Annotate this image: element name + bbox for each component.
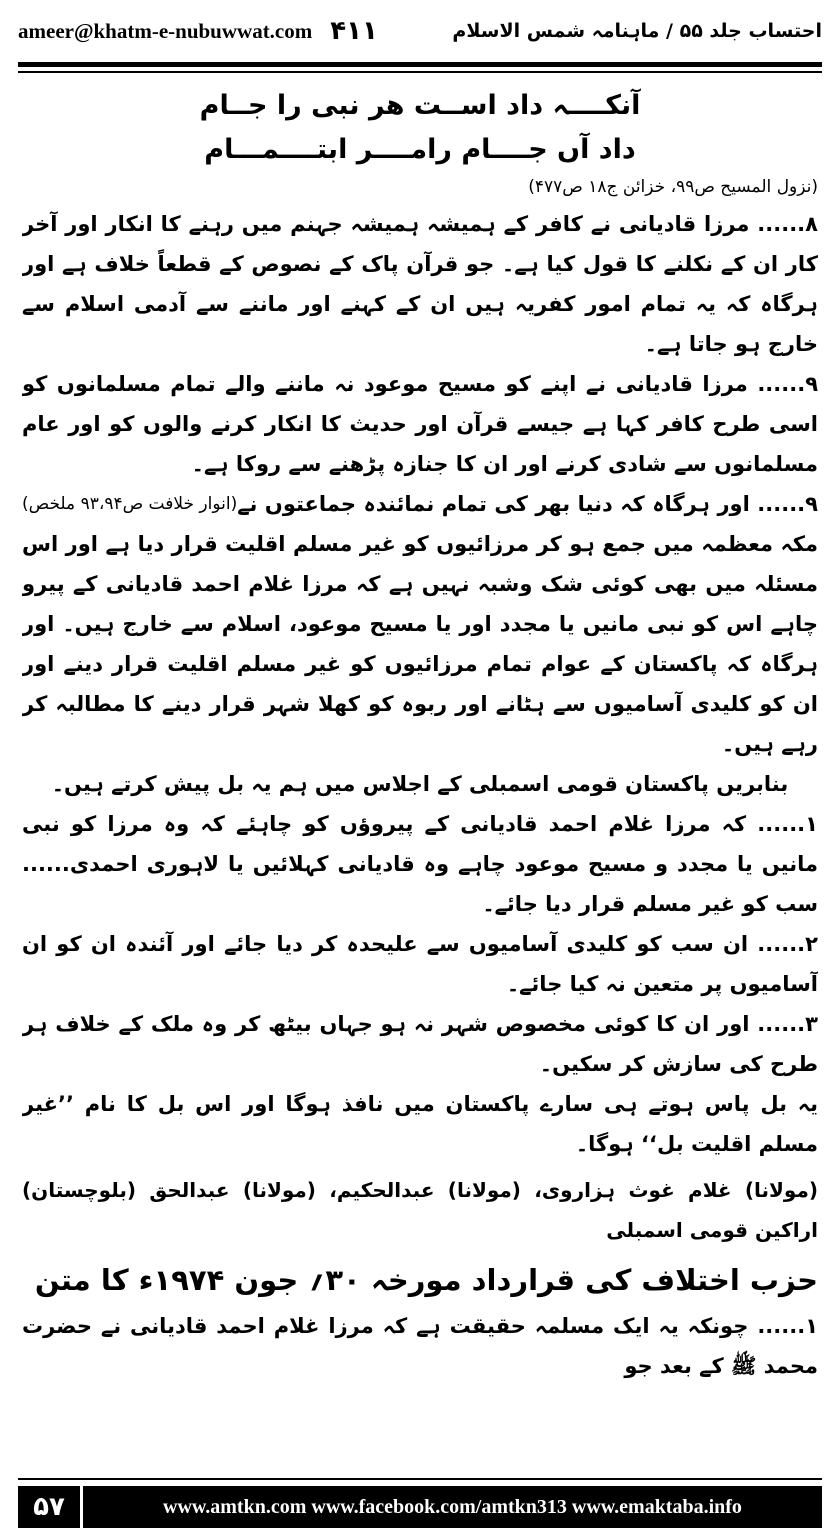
bill-item-2 bbox=[22, 924, 818, 1004]
paragraph-number: ۹...... bbox=[757, 372, 818, 396]
signatories: (مولانا) غلام غوث ہزاروی، (مولانا) عبدالحکیم، (مولانا) عبدالحق (بلوچستان) اراکین قومی اسمبلی bbox=[22, 1178, 818, 1242]
bill-item-1 bbox=[22, 804, 818, 924]
verse-line-1: آنکــــہ داد اســت ھر نبی را جــام bbox=[199, 90, 641, 121]
header-rule-thin bbox=[18, 71, 822, 73]
page-footer bbox=[18, 1486, 822, 1528]
bill-item-text: کہ مرزا غلام احمد قادیانی کے پیروؤں کو چاہئے کہ وہ مرزا کو نبی مانیں یا مجدد و مسیح موعود چاہے وہ قادیانی کہلائیں یا لاہوری احمدی...... سب کو غیر مسلم قرار دیا جائے۔ bbox=[22, 812, 818, 916]
verse-line-2: داد آں جــــام رامــــر ابتــــمـــام bbox=[204, 134, 636, 165]
paragraph-text: مرزا قادیانی نے کافر کے ہمیشہ ہمیشہ جہنم میں رہنے کا انکار اور آخر کار ان کے نکلنے کا قول کیا ہے۔ جو قرآن پاک کے نصوص کے قطعاً خلاف ہے اور ہرگاہ کہ یہ تمام امور کفریہ ہیں ان کے کہنے اور ماننے سے آدمی اسلام سے خارج ہو جاتا ہے۔ bbox=[22, 212, 818, 356]
footer-urls[interactable]: www.amtkn.com www.facebook.com/amtkn313 www.emaktaba.info bbox=[163, 1495, 742, 1518]
paragraph-number: ۹...... bbox=[757, 492, 818, 516]
header-page-number: ۴۱۱ bbox=[330, 16, 378, 46]
page-header bbox=[18, 8, 822, 54]
bill-item-number: ۱...... bbox=[757, 812, 818, 836]
paragraph-text: مرزا قادیانی نے اپنے کو مسیح موعود نہ ماننے والے تمام مسلمانوں کو اسی طرح کافر کہا ہے جیسے قرآن اور حدیث کا انکار کرنے والوں کو اور عام مسلمانوں سے شادی کرنے اور ان کا جنازہ پڑھنے سے روکا ہے۔ bbox=[22, 372, 818, 476]
resolution-item-number: ۱...... bbox=[757, 1314, 818, 1338]
bill-closing: یہ بل پاس ہوتے ہی سارے پاکستان میں نافذ ہوگا اور اس بل کا نام ’’غیر مسلم اقلیت بل‘‘ ہوگا۔ bbox=[22, 1092, 818, 1156]
verse-reference: (نزول المسیح ص۹۹، خزائن ج۱۸ ص۴۷۷) bbox=[528, 177, 818, 197]
bill-intro: بنابریں پاکستان قومی اسمبلی کے اجلاس میں ہم یہ بل پیش کرتے ہیں۔ bbox=[51, 772, 789, 796]
header-left bbox=[18, 16, 378, 46]
paragraph-9a bbox=[22, 364, 818, 514]
bill-item-text: اور ان کا کوئی مخصوص شہر نہ ہو جہاں بیٹھ کر وہ ملک کے خلاف ہر طرح کی سازش کر سکیں۔ bbox=[22, 1012, 818, 1076]
section-heading: حزب اختلاف کی قرارداد مورخہ ۳۰؍ جون ۱۹۷۴ء کا متن bbox=[34, 1263, 818, 1297]
page-content bbox=[22, 84, 818, 1429]
footer-page-number: ۵۷ bbox=[18, 1486, 83, 1528]
paragraph-text: اور ہرگاہ کہ دنیا بھر کی تمام نمائندہ جماعتوں نے مکہ معظمہ میں جمع ہو کر مرزائیوں کو غیر مسلم اقلیت قرار دیا ہے اور اس مسئلہ میں بھی کوئی شک وشبہ نہیں ہے کہ مرزا غلام احمد قادیانی کے پیرو چاہے اس کو نبی مانیں یا مجدد اور یا مسیح موعود، اسلام سے خارج ہیں۔ اور ہرگاہ کہ پاکستان کے عوام تمام مرزائیوں کو غیر مسلم اقلیت قرار دینے اور ان کو کلیدی آسامیوں سے ہٹانے اور ربوہ کو کھلا شہر قرار دینے کا مطالبہ کر رہے ہیں۔ bbox=[22, 492, 818, 756]
bill-item-3 bbox=[22, 1004, 818, 1084]
paragraph-reference: (انوار خلافت ص۹۳،۹۴ ملخص) bbox=[22, 494, 238, 514]
bill-item-number: ۲...... bbox=[757, 932, 818, 956]
resolution-item-text: چونکہ یہ ایک مسلمہ حقیقت ہے کہ مرزا غلام احمد قادیانی نے حضرت محمد ﷺ کے بعد جو bbox=[22, 1314, 818, 1378]
paragraph-8 bbox=[22, 204, 818, 364]
paragraph-number: ۸...... bbox=[757, 212, 818, 236]
resolution-item-1 bbox=[22, 1306, 818, 1386]
footer-rule bbox=[18, 1478, 822, 1480]
paragraph-9b bbox=[22, 484, 818, 764]
journal-title: احتساب جلد ۵۵ / ماہنامہ شمس الاسلام bbox=[452, 20, 822, 42]
header-email[interactable]: ameer@khatm-e-nubuwwat.com bbox=[18, 18, 313, 43]
bill-item-text: ان سب کو کلیدی آسامیوں سے علیحدہ کر دیا جائے اور آئندہ ان کو ان آسامیوں پر متعین نہ کیا جائے۔ bbox=[22, 932, 818, 996]
bill-item-number: ۳...... bbox=[757, 1012, 818, 1036]
header-rule-thick bbox=[18, 62, 822, 67]
